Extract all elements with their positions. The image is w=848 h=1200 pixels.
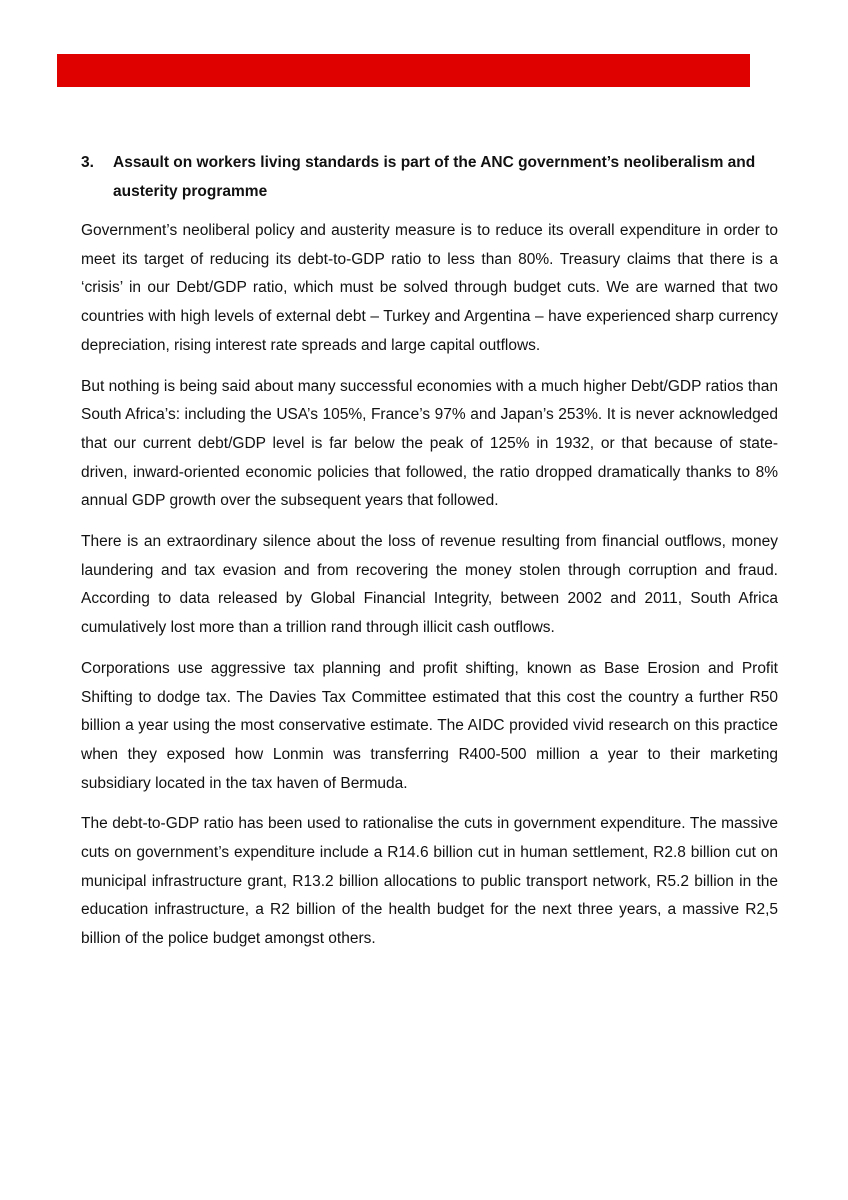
section-title: Assault on workers living standards is part of the ANC government’s neoliberalism and austerity programme [113,154,756,200]
header-accent-bar [57,54,750,87]
section-heading [81,148,778,206]
paragraph-profit-shifting: Corporations use aggressive tax planning and profit shifting, known as Base Erosion and Profit Shifting to dodge tax. The Davies Tax Committee estimated that this cost the country a further R50 billion a year using the most conservative estimate. The AIDC provided vivid research on this practice when they exposed how Lonmin was transferring R400-500 million a year to their marketing subsidiary located in the tax haven of Bermuda. [81,659,778,792]
paragraph-debt-comparison: But nothing is being said about many successful economies with a much higher Debt/GDP ratios than South Africa’s: including the USA’s 105%, France’s 97% and Japan’s 253%. It is never acknowledged that our current debt/GDP level is far below the peak of 125% in 1932, or that because of state-driven, inward-oriented economic policies that followed, the ratio dropped dramatically thanks to 8% annual GDP growth over the subsequent years that followed. [81,377,778,510]
paragraph-expenditure-cuts: The debt-to-GDP ratio has been used to rationalise the cuts in government expenditure. The massive cuts on government’s expenditure include a R14.6 billion cut in human settlement, R2.8 billion cut on municipal infrastructure grant, R13.2 billion allocations to public transport network, R5.2 billion in the education infrastructure, a R2 billion of the health budget for the next three years, a massive R2,5 billion of the police budget amongst others. [81,815,778,948]
paragraph-illicit-outflows: There is an extraordinary silence about the loss of revenue resulting from financial outflows, money laundering and tax evasion and from recovering the money stolen through corruption and fraud. According to data released by Global Financial Integrity, between 2002 and 2011, South Africa cumulatively lost more than a trillion rand through illicit cash outflows. [81,533,778,637]
section-number: 3. [81,154,94,171]
paragraph-austerity: Government’s neoliberal policy and austerity measure is to reduce its overall expenditure in order to meet its target of reducing its debt-to-GDP ratio to less than 80%. Treasury claims that there is a ‘crisis’ in our Debt/GDP ratio, which must be solved through budget cuts. We are warned that two countries with high levels of external debt – Turkey and Argentina – have experienced sharp currency depreciation, rising interest rate spreads and large capital outflows. [81,222,778,354]
document-body [81,148,778,966]
